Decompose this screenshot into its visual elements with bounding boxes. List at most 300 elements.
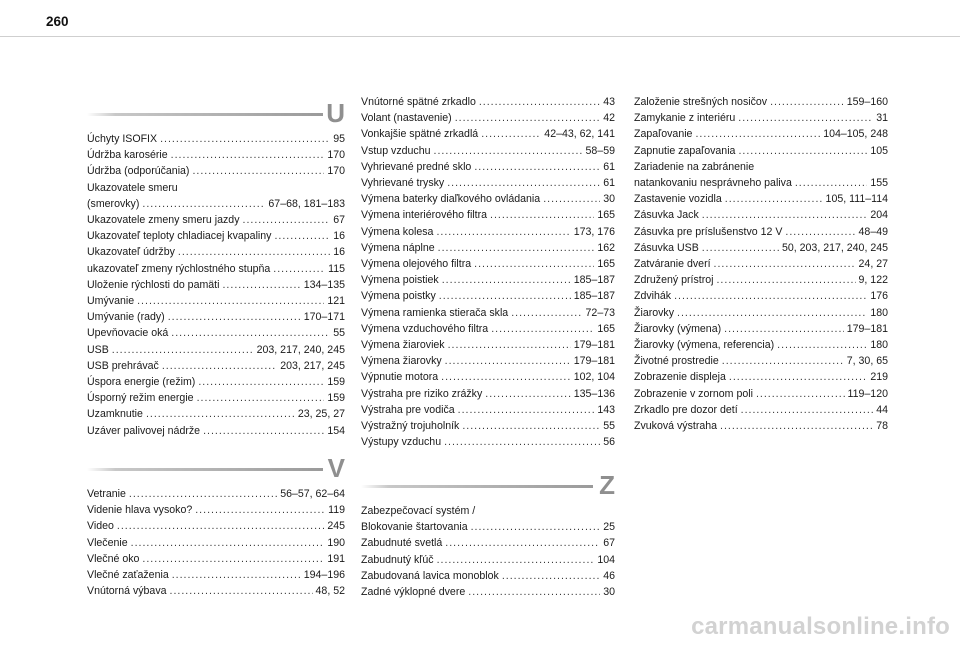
dot-leader [171,147,325,163]
entry-label: Volant (nastavenie) [361,112,452,125]
index-list [87,486,345,599]
section-header [87,98,345,128]
entry-label: Videnie hlava vysoko? [87,504,193,517]
entry-pages: 176 [870,290,888,303]
section-u [87,98,345,439]
entry-label: Zastavenie vozidla [634,193,722,206]
dot-leader [178,244,330,260]
index-entry [634,288,888,304]
dot-leader [511,305,582,321]
entry-label: Ukazovateľ teploty chladiacej kvapaliny [87,230,272,243]
entry-label: Výstraha pre riziko zrážky [361,387,483,400]
index-entry [87,518,345,534]
entry-label: Výstraha pre vodiča [361,403,455,416]
entry-pages: 55 [333,327,345,340]
dot-leader [131,535,325,551]
dot-leader [222,277,300,293]
entry-pages: 95 [333,133,345,145]
entry-label: Výpnutie motora [361,371,439,384]
index-entry [87,212,345,228]
index-entry [361,434,615,450]
index-entry [361,159,615,175]
entry-pages: 135–136 [573,387,615,400]
dot-leader [160,131,330,147]
entry-label: Výmena interiérového filtra [361,209,488,222]
index-list [634,94,888,434]
index-list [87,131,345,439]
entry-label: Žiarovky (výmena, referencia) [634,339,775,352]
index-entry [87,228,345,244]
index-entry [634,369,888,385]
entry-pages: 55 [603,420,615,433]
dot-leader [491,321,594,337]
section-rule [87,113,323,116]
index-entry [87,131,345,147]
index-entry [634,256,888,272]
entry-pages: 67–68, 181–183 [268,197,345,210]
entry-pages: 48–49 [858,225,888,238]
dot-leader [273,261,325,277]
entry-label: Umývanie [87,295,135,308]
entry-pages: 204 [870,209,888,222]
dot-leader [142,551,324,567]
entry-label: Zabudovaná lavica monoblok [361,569,499,582]
section-header [87,453,345,483]
entry-label: Uzáver palivovej nádrže [87,424,201,437]
index-entry [634,353,888,369]
entry-pages: 58–59 [585,144,615,157]
dot-leader [442,272,571,288]
index-entry [361,321,615,337]
index-entry [361,519,615,535]
entry-label: Vonkajšie spätné zrkadlá [361,128,479,141]
entry-label: Výmena žiarovky [361,355,442,368]
index-entry [87,163,345,179]
index-entry [361,369,615,385]
dot-leader [729,369,867,385]
entry-pages: 61 [603,177,615,190]
dot-leader [738,143,867,159]
index-entry [361,207,615,223]
entry-pages: 179–181 [573,355,615,368]
entry-pages: 159 [327,392,345,405]
index-entry [87,342,345,358]
entry-label: USB prehrávač [87,359,159,372]
index-entry [361,568,615,584]
watermark: carmanualsonline.info [691,613,950,640]
entry-pages: 119–120 [847,387,888,400]
dot-leader [172,567,301,583]
index-entry [634,272,888,288]
dot-leader [720,418,873,434]
entry-pages: 61 [603,160,615,173]
entry-pages: 44 [876,403,888,416]
dot-leader [485,386,570,402]
entry-label: Zdvihák [634,290,672,303]
entry-pages: 16 [333,230,345,243]
dot-leader [770,94,844,110]
dot-leader [162,358,277,374]
dot-leader [437,552,595,568]
dot-leader [441,369,571,385]
section-letter: V [327,453,345,483]
dot-leader [438,240,595,256]
index-entry [87,309,345,325]
entry-pages: 185–187 [573,274,615,287]
index-entry [634,305,888,321]
index-entry [634,175,888,191]
entry-label: Zásuvka USB [634,241,699,254]
entry-pages: 159–160 [846,96,888,108]
entry-pages: 154 [327,424,345,437]
entry-pages: 173, 176 [573,225,615,238]
index-entry [634,224,888,240]
dot-leader [702,207,868,223]
index-entry [87,551,345,567]
entry-label: Vetranie [87,488,126,500]
entry-label: Výstupy vzduchu [361,436,442,449]
entry-label: Výmena baterky diaľkového ovládania [361,193,541,206]
index-entry [634,94,888,110]
dot-leader [195,502,325,518]
entry-label: Vlečenie [87,536,128,549]
section-rule [361,485,593,488]
entry-pages: 105, 111–114 [825,193,888,206]
dot-leader [445,353,571,369]
index-entry [361,288,615,304]
dot-leader [502,568,600,584]
entry-pages: 7, 30, 65 [846,355,888,368]
dot-leader [434,143,583,159]
entry-label: Vstup vzduchu [361,144,431,157]
entry-pages: 119 [328,504,345,517]
index-entry [361,272,615,288]
entry-label: Výmena poistiek [361,274,439,287]
entry-pages: 42 [603,112,615,125]
entry-pages: 102, 104 [573,371,615,384]
dot-leader [741,402,874,418]
entry-label: Zrkadlo pre dozor detí [634,403,738,416]
entry-label: Výmena poistky [361,290,436,303]
entry-label: Výmena kolesa [361,225,434,238]
dot-leader [436,224,570,240]
dot-leader [543,191,600,207]
index-entry [87,358,345,374]
dot-leader [447,175,600,191]
entry-pages: 115 [328,262,345,275]
entry-label: Údržba karosérie [87,149,168,162]
dot-leader [142,196,265,212]
entry-pages: 134–135 [303,278,345,291]
entry-pages: 42–43, 62, 141 [544,128,615,141]
dot-leader [695,126,820,142]
index-entry [87,486,345,502]
index-entry [361,175,615,191]
dot-leader [714,256,856,272]
entry-pages: 179–181 [846,322,888,335]
dot-leader [439,288,571,304]
dot-leader [444,434,600,450]
entry-label: Výmena ramienka stierača skla [361,306,509,319]
index-entry [87,196,345,212]
entry-label: Výmena olejového filtra [361,258,472,271]
index-entry [361,386,615,402]
index-entry [634,191,888,207]
dot-leader [474,159,600,175]
index-entry [361,224,615,240]
index-list [361,94,615,450]
entry-pages: 23, 25, 27 [297,408,345,421]
index-entry [87,535,345,551]
dot-leader [479,94,600,110]
index-entry [87,277,345,293]
index-entry [361,337,615,353]
entry-label: Vyhrievané trysky [361,177,445,190]
entry-label: Zabudnutý kľúč [361,553,434,566]
index-entry [87,567,345,583]
section-z [361,470,615,600]
dot-leader [462,418,600,434]
index-entry [361,126,615,142]
entry-pages: 46 [603,569,615,582]
index-entry [87,244,345,260]
entry-label: Zamykanie z interiéru [634,112,736,125]
dot-leader [716,272,855,288]
index-entry [87,293,345,309]
entry-pages: 143 [597,403,615,416]
entry-label: Výmena vzduchového filtra [361,322,489,335]
dot-leader [702,240,779,256]
index-entry [361,353,615,369]
dot-leader [468,584,600,600]
entry-label: natankovaniu nesprávneho paliva [634,177,792,190]
entry-label: Zásuvka Jack [634,209,699,222]
entry-pages: 245 [327,520,345,533]
index-entry [634,402,888,418]
index-entry [634,337,888,353]
section-rule [87,468,323,471]
entry-label: Uzamknutie [87,408,143,421]
entry-label: Zatváranie dverí [634,258,711,271]
entry-label: Zadné výklopné dvere [361,586,466,599]
index-entry [87,423,345,439]
entry-pages: 30 [603,193,615,206]
index-entry [634,386,888,402]
dot-leader [458,402,595,418]
dot-leader [724,321,844,337]
entry-label: Vnútorné spätné zrkadlo [361,96,476,108]
index-entry-line: Zariadenie na zabránenie [634,160,755,173]
entry-label: Žiarovky (výmena) [634,322,722,335]
dot-leader [197,390,325,406]
index-entry [634,126,888,142]
entry-pages: 30 [603,586,615,599]
entry-label: Vnútorná výbava [87,585,167,598]
entry-pages: 203, 217, 245 [280,359,345,372]
index-entry [87,374,345,390]
dot-leader [137,293,324,309]
index-entry [361,191,615,207]
entry-pages: 219 [870,371,888,384]
index-entry [87,502,345,518]
dot-leader [795,175,867,191]
dot-leader [481,126,541,142]
dot-leader [448,337,571,353]
entry-label: USB [87,343,109,356]
entry-pages: 190 [327,536,345,549]
entry-pages: 159 [327,376,345,389]
dot-leader [756,386,845,402]
dot-leader [455,110,601,126]
dot-leader [198,374,324,390]
index-entry [87,261,345,277]
entry-label: Založenie strešných nosičov [634,96,768,108]
entry-label: Úchyty ISOFIX [87,133,158,145]
entry-label: Životné prostredie [634,355,719,368]
index-entry [361,94,615,110]
entry-label: Upevňovacie oká [87,327,169,340]
index-entry [87,406,345,422]
entry-pages: 179–181 [573,339,615,352]
index-entry [361,256,615,272]
dot-leader [785,224,855,240]
dot-leader [243,212,331,228]
index-entry [634,240,888,256]
entry-label: Zapaľovanie [634,128,693,141]
entry-pages: 78 [876,420,888,433]
dot-leader [777,337,867,353]
entry-label: Úsporný režim energie [87,392,194,405]
section-header [361,470,615,500]
entry-pages: 24, 27 [858,258,888,271]
entry-pages: 170–171 [303,311,345,324]
entry-label: Ukazovatele zmeny smeru jazdy [87,214,240,227]
entry-pages: 180 [870,339,888,352]
index-entry [634,321,888,337]
entry-label: Uloženie rýchlosti do pamäti [87,278,220,291]
dot-leader [112,342,254,358]
index-entry-line: Ukazovatele smeru [87,181,178,194]
entry-label: ukazovateľ zmeny rýchlostného stupňa [87,262,271,275]
entry-pages: 16 [333,246,345,259]
entry-label: Zvuková výstraha [634,420,718,433]
entry-label: Zapnutie zapaľovania [634,144,736,157]
dot-leader [490,207,594,223]
entry-label: Vlečné zaťaženia [87,569,169,582]
dot-leader [445,535,600,551]
entry-pages: 203, 217, 240, 245 [256,343,345,356]
entry-label: Výstražný trojuholník [361,420,460,433]
entry-pages: 104–105, 248 [823,128,888,141]
index-entry [87,583,345,599]
entry-pages: 165 [597,322,615,335]
dot-leader [674,288,867,304]
entry-pages: 56 [603,436,615,449]
dot-leader [738,110,873,126]
page-number: 260 [46,14,69,29]
dot-leader [146,406,295,422]
index-entry [361,305,615,321]
section-v-continued [361,94,615,450]
dot-leader [274,228,330,244]
entry-pages: 50, 203, 217, 240, 245 [781,241,888,254]
entry-label: Združený prístroj [634,274,714,287]
dot-leader [474,256,594,272]
entry-pages: 165 [597,258,615,271]
entry-label: Zásuvka pre príslušenstvo 12 V [634,225,783,238]
entry-pages: 72–73 [585,306,615,319]
index-entry [634,110,888,126]
entry-label: Zobrazenie displeja [634,371,726,384]
entry-pages: 170 [327,149,345,162]
index-entry [361,584,615,600]
entry-label: Blokovanie štartovania [361,521,468,534]
entry-pages: 67 [333,214,345,227]
entry-label: Video [87,520,114,533]
index-list [361,503,615,600]
entry-label: Údržba (odporúčania) [87,165,190,178]
dot-leader [168,309,301,325]
entry-pages: 155 [870,177,888,190]
entry-pages: 165 [597,209,615,222]
entry-label: (smerovky) [87,197,140,210]
index-entry [361,143,615,159]
entry-label: Umývanie (rady) [87,311,165,324]
index-entry [634,207,888,223]
section-letter: U [326,98,345,128]
index-entry [361,402,615,418]
entry-pages: 104 [597,553,615,566]
entry-pages: 9, 122 [858,274,888,287]
entry-pages: 194–196 [303,569,345,582]
entry-pages: 43 [603,96,615,108]
entry-pages: 162 [597,241,615,254]
entry-pages: 48, 52 [315,585,345,598]
index-entry [87,325,345,341]
section-letter: Z [599,470,615,500]
entry-pages: 25 [603,521,615,534]
entry-label: Úspora energie (režim) [87,376,196,389]
index-entry [361,110,615,126]
dot-leader [722,353,844,369]
index-entry [87,390,345,406]
entry-pages: 121 [327,295,345,308]
entry-label: Vyhrievané predné sklo [361,160,472,173]
dot-leader [677,305,867,321]
index-entry [361,418,615,434]
section-v [87,453,345,599]
entry-pages: 67 [603,537,615,550]
entry-pages: 191 [327,552,345,565]
index-entry [361,535,615,551]
entry-label: Žiarovky [634,306,675,319]
dot-leader [725,191,823,207]
index-entry [634,143,888,159]
dot-leader [192,163,324,179]
index-entry [634,418,888,434]
entry-pages: 180 [870,306,888,319]
entry-label: Výmena žiaroviek [361,339,445,352]
entry-label: Výmena náplne [361,241,435,254]
entry-pages: 105 [870,144,888,157]
entry-label: Ukazovateľ údržby [87,246,175,259]
section-z-continued [634,94,888,434]
index-entry [361,552,615,568]
dot-leader [129,486,277,502]
entry-label: Zabudnuté svetlá [361,537,443,550]
index-entry [361,240,615,256]
dot-leader [117,518,324,534]
